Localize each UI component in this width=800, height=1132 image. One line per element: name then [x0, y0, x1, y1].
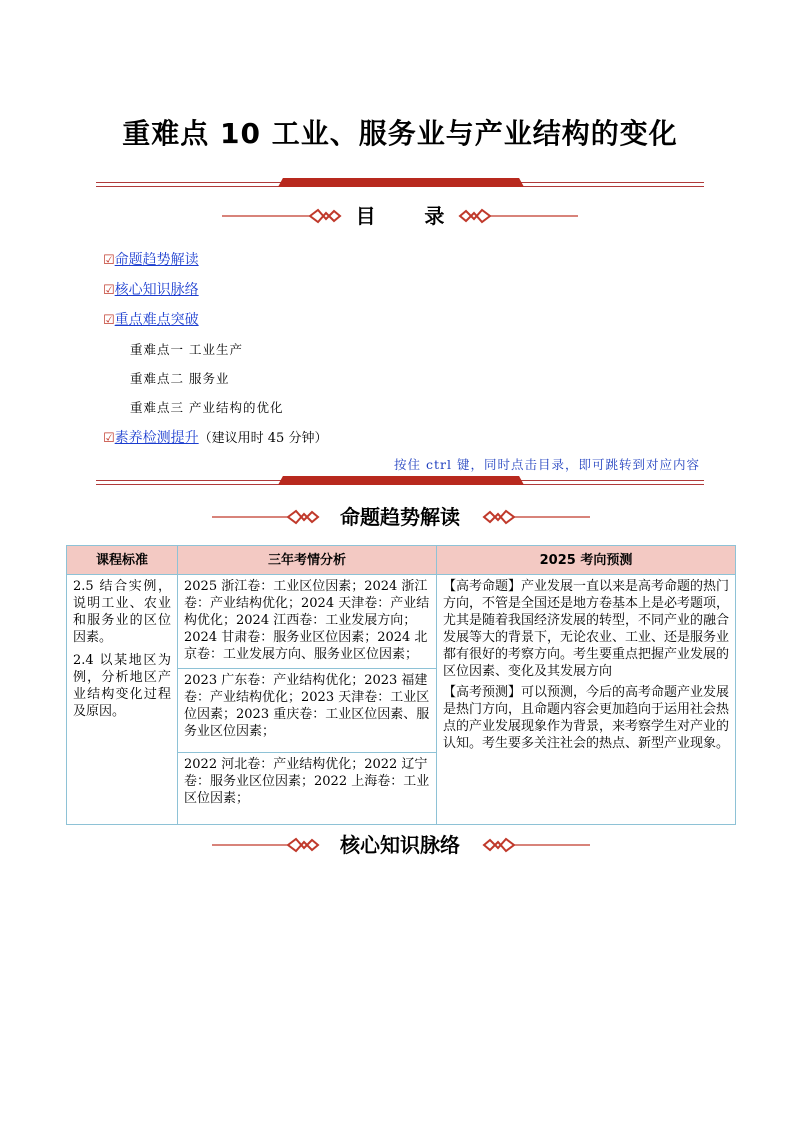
analysis-item: 2022 河北卷：产业结构优化；2022 辽宁卷：服务业区位因素；2022 上海卷：工业区位因素；: [184, 757, 430, 806]
toc-heading: [0, 199, 800, 233]
toc-sub-item: 重难点一 工业生产: [130, 342, 243, 357]
right-ornament-icon: [482, 508, 590, 526]
forecast-item: 【高考命题】产业发展一直以来是高考命题的热门方向，不管是全国还是地方卷基本上是必考题项，尤其是随着我国经济发展的转型，不同产业的融合发展等大的背景下，无论农业、工业、还是服务业都有很好的考察方向。考生要重点把握产业发展的区位因素、变化及其发展方向: [443, 579, 730, 679]
table-header: 三年考情分析: [178, 546, 437, 575]
toc-item-knowledge[interactable]: [103, 279, 199, 299]
time-note: （建议用时 45 分钟）: [198, 431, 328, 446]
toc-item-trend[interactable]: [103, 249, 199, 269]
toc-item-keypoints[interactable]: [103, 309, 199, 329]
toc-link-knowledge[interactable]: 核心知识脉络: [114, 282, 199, 298]
title-divider: [96, 177, 704, 189]
section-title: 命题趋势解读: [340, 505, 460, 529]
toc-item-assessment[interactable]: [103, 427, 327, 447]
checkbox-icon: ☑: [103, 253, 115, 268]
exam-analysis-cell: [178, 575, 437, 825]
checkbox-icon: ☑: [103, 313, 115, 328]
analysis-item: 2025 浙江卷：工业区位因素；2024 浙江卷：产业结构优化；2024 天津卷：产业结构优化；2024 江西卷：工业发展方向；2024 甘肃卷：服务业区位因素；2024 北京卷：工业发展方向、服务业区位因素；: [178, 575, 436, 669]
section-heading-trend: [0, 500, 800, 534]
forecast-item: 【高考预测】可以预测，今后的高考命题产业发展是热门方向，且命题内容会更加趋向于运用社会热点的产业发展现象作为背景，来考察学生对产业的认知。考生要多关注社会的热点、新型产业现象。: [443, 685, 730, 751]
standard-item: 2.4 以某地区为例，分析地区产业结构变化过程及原因。: [73, 653, 171, 719]
toc-sub-item: 重难点二 服务业: [130, 371, 230, 386]
standard-item: 2.5 结合实例，说明工业、农业和服务业的区位因素。: [73, 579, 171, 645]
page-title: 重难点 10 工业、服务业与产业结构的变化: [122, 117, 678, 150]
table-header: 课程标准: [67, 546, 178, 575]
section-title: 核心知识脉络: [340, 833, 460, 857]
toc-link-keypoints[interactable]: 重点难点突破: [114, 312, 199, 328]
checkbox-icon: ☑: [103, 283, 115, 298]
curriculum-standards-cell: [67, 575, 178, 825]
trend-table: [66, 545, 736, 825]
navigation-hint: 按住 ctrl 键，同时点击目录，即可跳转到对应内容: [394, 457, 700, 472]
checkbox-icon: ☑: [103, 431, 115, 446]
toc-sub-item: 重难点三 产业结构的优化: [130, 400, 284, 415]
toc-heading-text: 目 录: [355, 204, 445, 228]
right-ornament-icon: [458, 207, 578, 225]
section-heading-knowledge: [0, 828, 800, 862]
analysis-item: 2023 广东卷：产业结构优化；2023 福建卷：产业结构优化；2023 天津卷：工业区位因素；2023 重庆卷：工业区位因素、服务业区位因素；: [178, 669, 436, 753]
right-ornament-icon: [482, 836, 590, 854]
forecast-cell: [437, 575, 736, 825]
toc-link-assessment[interactable]: 素养检测提升: [114, 430, 199, 446]
toc-link-trend[interactable]: 命题趋势解读: [114, 252, 199, 268]
table-header: 2025 考向预测: [437, 546, 736, 575]
toc-divider: [96, 474, 704, 486]
